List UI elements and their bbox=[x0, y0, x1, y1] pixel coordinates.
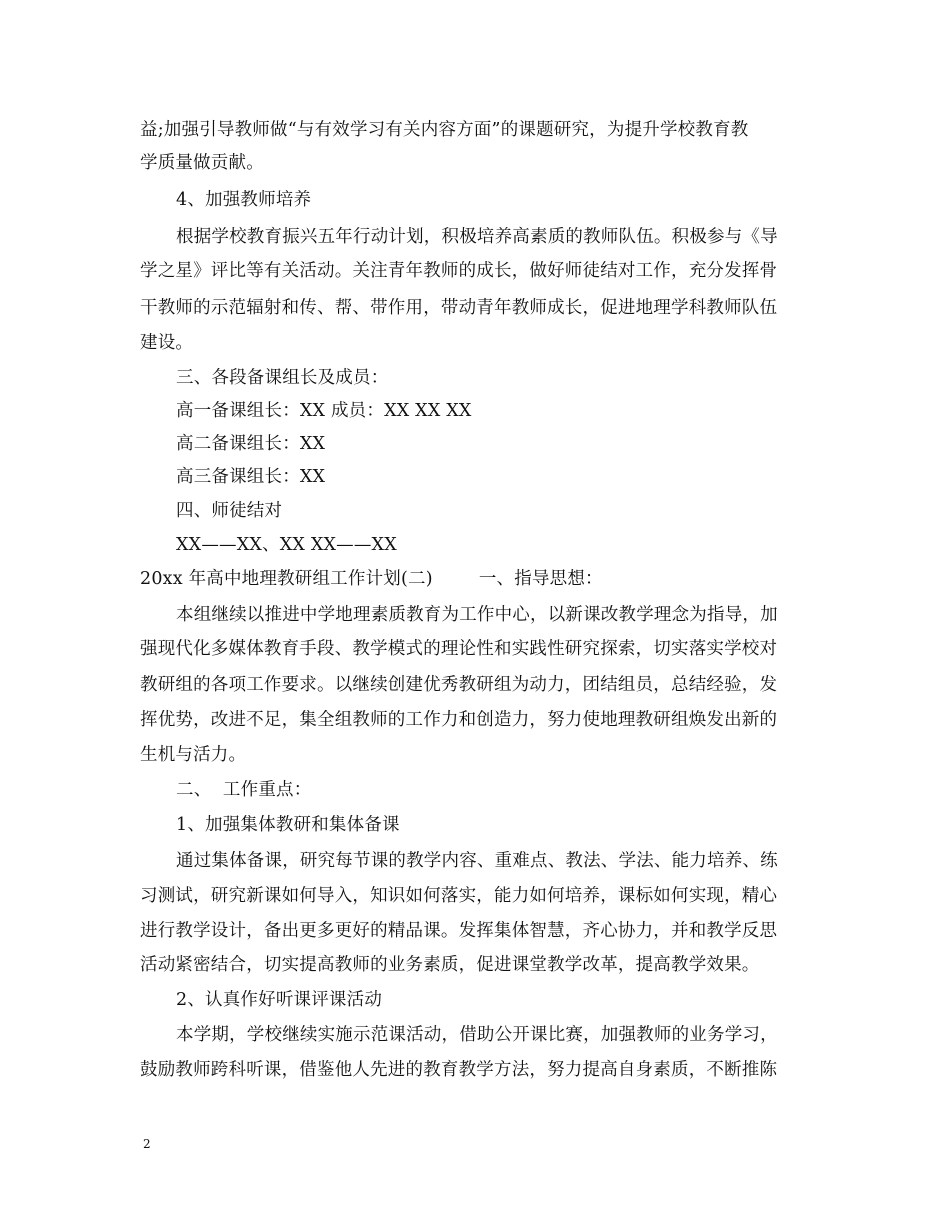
body-text-line: 进行教学设计，备出更多更好的精品课。发挥集体智慧，齐心协力，并和教学反思 bbox=[140, 921, 778, 941]
body-text-line: 教研组的各项工作要求。以继续创建优秀教研组为动力，团结组员，总结经验，发 bbox=[140, 675, 778, 695]
body-text-line: 通过集体备课，研究每节课的教学内容、重难点、教法、学法、能力培养、练 bbox=[176, 851, 778, 871]
body-text-line: 强现代化多媒体教育手段、教学模式的理论性和实践性研究探索，切实落实学校对 bbox=[140, 639, 778, 659]
body-text-line: 益;加强引导教师做“与有效学习有关内容方面”的课题研究，为提升学校教育教 bbox=[140, 120, 749, 140]
body-text-line: 生机与活力。 bbox=[140, 745, 247, 765]
section-heading: 4、加强教师培养 bbox=[176, 190, 312, 210]
body-text-line: 学之星》评比等有关活动。关注青年教师的成长，做好师徒结对工作，充分发挥骨 bbox=[140, 261, 778, 281]
body-text-line: 根据学校教育振兴五年行动计划，积极培养高素质的教师队伍。积极参与《导 bbox=[176, 227, 778, 247]
page-number: 2 bbox=[143, 1137, 151, 1151]
list-item: XX——XX、XX XX——XX bbox=[176, 535, 397, 555]
body-text-line: 鼓励教师跨科听课，借鉴他人先进的教育教学方法，努力提高自身素质，不断推陈 bbox=[140, 1060, 778, 1080]
list-item: 高三备课组长：XX bbox=[176, 467, 326, 487]
section-heading: 二、 工作重点： bbox=[176, 780, 312, 800]
body-text-line: 学质量做贡献。 bbox=[140, 153, 264, 173]
body-text-line: 活动紧密结合，切实提高教师的业务素质，促进课堂教学改革，提高教学效果。 bbox=[140, 955, 760, 975]
body-text-line: 干教师的示范辐射和传、帮、带作用，带动青年教师成长，促进地理学科教师队伍 bbox=[140, 298, 778, 318]
body-text-line: 挥优势，改进不足，集全组教师的工作力和创造力，努力使地理教研组焕发出新的 bbox=[140, 710, 778, 730]
body-text-line: 习测试，研究新课如何导入，知识如何落实，能力如何培养，课标如何实现，精心 bbox=[140, 886, 778, 906]
section-heading: 四、师徒结对 bbox=[176, 501, 283, 521]
list-item: 高一备课组长：XX 成员：XX XX XX bbox=[176, 401, 472, 421]
section-heading: 2、认真作好听课评课活动 bbox=[176, 990, 383, 1010]
body-text-line: 本学期，学校继续实施示范课活动，借助公开课比赛，加强教师的业务学习， bbox=[176, 1025, 778, 1045]
document-title-line: 20xx 年高中地理教研组工作计划(二) 一、指导思想： bbox=[140, 569, 603, 589]
body-text-line: 建设。 bbox=[140, 333, 194, 353]
list-item: 高二备课组长：XX bbox=[176, 434, 326, 454]
section-heading: 1、加强集体教研和集体备课 bbox=[176, 815, 400, 835]
body-text-line: 本组继续以推进中学地理素质教育为工作中心，以新课改教学理念为指导，加 bbox=[176, 605, 778, 625]
section-heading: 三、各段备课组长及成员： bbox=[176, 368, 389, 388]
